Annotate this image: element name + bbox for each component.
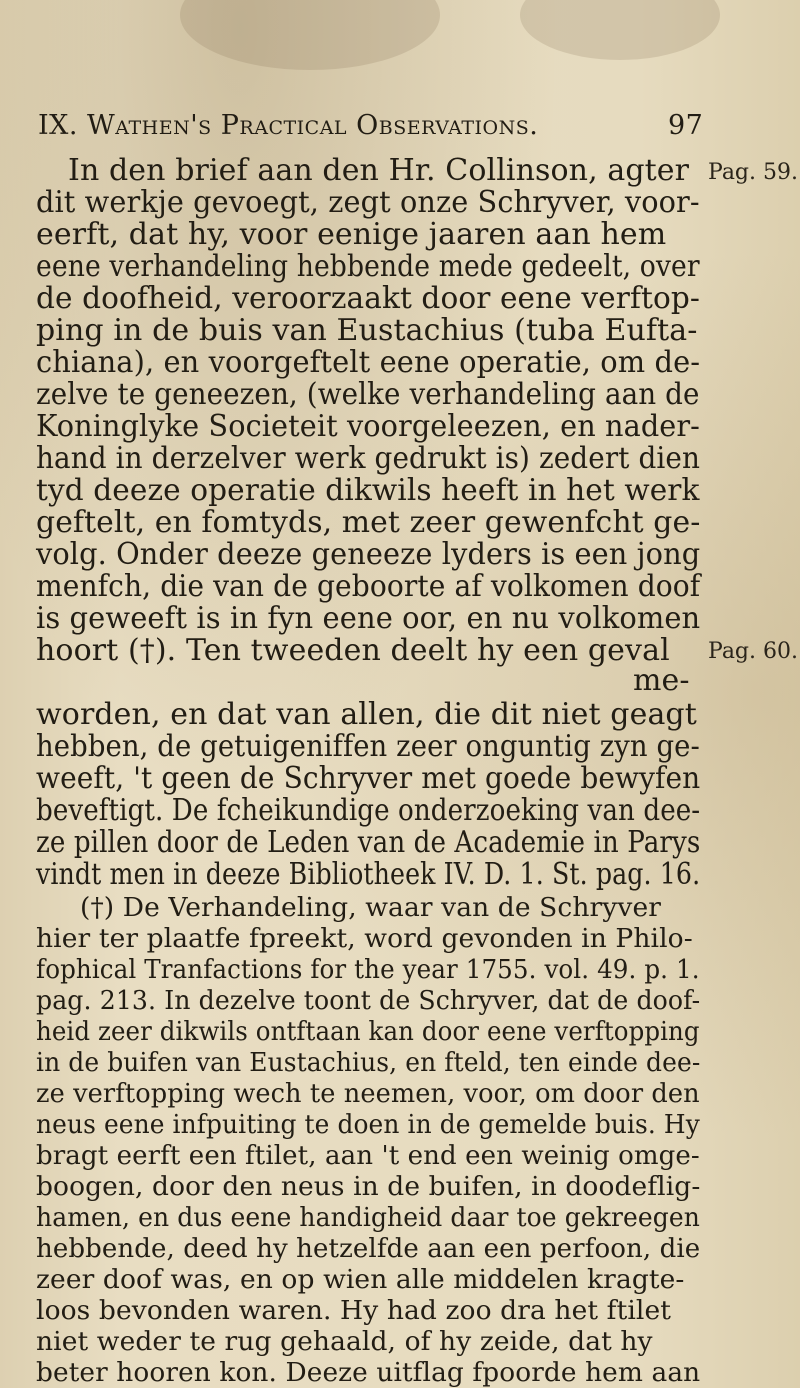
text-line: ping in de buis van Eustachius (tuba Eufta-: [36, 313, 698, 348]
footnote-line: ze verftopping wech te neemen, voor, om door den: [36, 1078, 700, 1109]
footnote-line: pag. 213. In dezelve toont de Schryver, dat de doof-: [36, 985, 701, 1016]
header-page-number: 97: [668, 110, 704, 141]
text-line: tyd deeze operatie dikwils heeft in het werk: [36, 473, 700, 508]
paper-stain: [520, 0, 720, 60]
text-line: beveftigt. De fcheikundige onderzoeking van dee-: [36, 793, 701, 828]
footnote-line: in de buifen van Eustachius, en fteld, ten einde dee-: [36, 1047, 701, 1078]
text-line: worden, en dat van allen, die dit niet geagt: [36, 697, 697, 732]
text-line: chiana), en voorgeftelt eene operatie, om de-: [36, 345, 701, 380]
footnote-line: heid zeer dikwils ontftaan kan door eene verftopping: [36, 1016, 700, 1047]
footnote-line: niet weder te rug gehaald, of hy zeide, dat hy: [36, 1326, 653, 1357]
text-line: ze pillen door de Leden van de Academie in Parys: [36, 825, 701, 860]
text-line: menfch, die van de geboorte af volkomen doof: [36, 569, 701, 604]
text-line: hebben, de getuigeniffen zeer onguntig zyn ge-: [36, 729, 700, 764]
text-line: is geweeft is in fyn eene oor, en nu volkomen: [36, 601, 701, 636]
text-line: weeft, 't geen de Schryver met goede bewyfen: [36, 761, 701, 796]
footnote-line: loos bevonden waren. Hy had zoo dra het ftilet: [36, 1295, 671, 1326]
header-title: IX. Wathen's Practical Observations.: [38, 110, 539, 141]
footnote-line: beter hooren kon. Deeze uitflag fpoorde hem aan: [36, 1357, 701, 1388]
footnote-line: hier ter plaatfe fpreekt, word gevonden in Philo-: [36, 923, 693, 954]
footnote-line: bragt eerft een ftilet, aan 't end een weinig omge-: [36, 1140, 700, 1171]
text-line: eerft, dat hy, voor eenige jaaren aan hem: [36, 217, 667, 252]
text-line: dit werkje gevoegt, zegt onze Schryver, voor-: [36, 185, 700, 220]
footnote-line: zeer doof was, en op wien alle middelen kragte-: [36, 1264, 685, 1295]
footnote-line: (†) De Verhandeling, waar van de Schryver: [80, 892, 661, 923]
text-line: de doofheid, veroorzaakt door eene verftop-: [36, 281, 700, 316]
margin-note: Pag. 60.: [708, 639, 798, 664]
text-line: me-: [633, 663, 690, 698]
text-line: hand in derzelver werk gedrukt is) zedert dien: [36, 441, 701, 476]
text-line: geftelt, en fomtyds, met zeer gewenfcht ge-: [36, 505, 701, 540]
footnote-line: boogen, door den neus in de buifen, in doodeflig-: [36, 1171, 701, 1202]
footnote-line: fophical Tranfactions for the year 1755. vol. 49. p. 1.: [36, 954, 700, 985]
text-line: Koninglyke Societeit voorgeleezen, en nader-: [36, 409, 700, 444]
footnote-line: neus eene infpuiting te doen in de gemelde buis. Hy: [36, 1109, 700, 1140]
footnote-line: hebbende, deed hy hetzelfde aan een perfoon, die: [36, 1233, 701, 1264]
text-line: zelve te geneezen, (welke verhandeling aan de: [36, 377, 700, 412]
text-line: volg. Onder deeze geneeze lyders is een jong: [36, 537, 701, 572]
margin-note: Pag. 59.: [708, 160, 798, 185]
paper-stain: [180, 0, 440, 70]
text-line: eene verhandeling hebbende mede gedeelt, over: [36, 249, 700, 284]
text-line: vindt men in deeze Bibliotheek IV. D. 1. St. pag. 16.: [36, 857, 701, 892]
footnote-line: hamen, en dus eene handigheid daar toe gekreegen: [36, 1202, 700, 1233]
text-line: hoort (†). Ten tweeden deelt hy een geval: [36, 633, 670, 668]
running-header: [38, 110, 704, 141]
text-line: In den brief aan den Hr. Collinson, agter: [68, 153, 690, 188]
